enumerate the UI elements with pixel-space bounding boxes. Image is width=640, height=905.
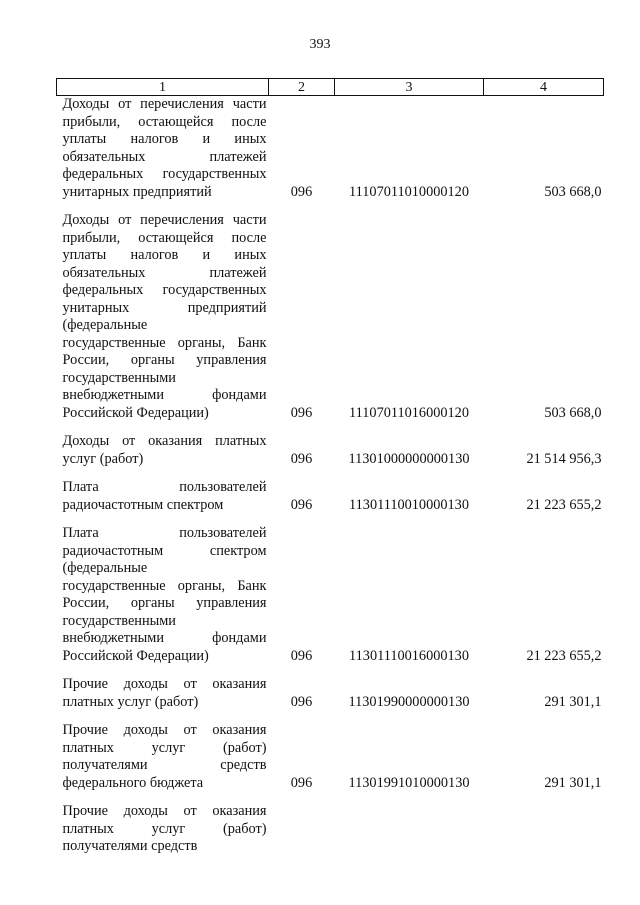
amount-value: 21 223 655,2	[526, 647, 602, 664]
revenue-description	[57, 803, 269, 856]
revenue-description	[57, 433, 269, 468]
table-header-row	[57, 79, 604, 96]
header-col-1: 1	[57, 79, 269, 96]
description-line: уплаты налогов и иных	[62, 247, 267, 263]
description-line: уплаты налогов и иных	[62, 131, 267, 147]
admin-code: 096	[290, 450, 313, 467]
row-spacer	[57, 665, 604, 676]
description-line: внебюджетными фондами	[62, 387, 267, 403]
amount-value: 21 514 956,3	[526, 450, 602, 467]
description-line: (федеральные	[62, 560, 148, 576]
table-row	[57, 803, 604, 856]
revenue-description	[57, 96, 269, 202]
description-line: Прочие доходы от оказания	[62, 722, 267, 738]
description-line: услуг (работ)	[62, 450, 144, 467]
table-row	[57, 676, 604, 711]
revenue-description	[57, 212, 269, 422]
row-spacer	[57, 201, 604, 212]
row-spacer-cell	[57, 468, 604, 479]
description-line: Прочие доходы от оказания	[62, 803, 267, 819]
admin-code: 096	[290, 183, 313, 200]
table-row	[57, 212, 604, 422]
description-line: России, органы управления	[62, 352, 267, 368]
table-body	[57, 96, 604, 856]
admin-code: 096	[290, 404, 313, 421]
description-line: федерального бюджета	[62, 774, 204, 791]
budget-classification-code: 11301110016000130	[349, 647, 469, 664]
row-spacer	[57, 514, 604, 525]
budget-classification-code: 11107011016000120	[349, 404, 469, 421]
description-line: платных услуг (работ)	[62, 820, 267, 837]
row-spacer-cell	[57, 514, 604, 525]
admin-code: 096	[290, 774, 313, 791]
row-spacer	[57, 711, 604, 722]
description-line: Плата пользователей	[62, 525, 267, 541]
header-col-4: 4	[484, 79, 604, 96]
amount-value: 21 223 655,2	[526, 496, 602, 513]
revenue-description	[57, 479, 269, 514]
budget-classification-code: 11107011010000120	[349, 183, 469, 200]
table-row	[57, 479, 604, 514]
row-spacer	[57, 468, 604, 479]
description-line: федеральных государственных	[62, 166, 267, 182]
table-row	[57, 433, 604, 468]
amount-value: 503 668,0	[544, 183, 602, 200]
description-line: государственные органы, Банк	[62, 577, 267, 594]
admin-code: 096	[290, 647, 313, 664]
table-row	[57, 722, 604, 792]
admin-code: 096	[290, 496, 313, 513]
revenue-description	[57, 525, 269, 665]
description-line: унитарных предприятий	[62, 183, 212, 200]
admin-code: 096	[290, 693, 313, 710]
description-line: платных услуг (работ)	[62, 739, 267, 756]
description-line: Прочие доходы от оказания	[62, 676, 267, 692]
description-line: Российской Федерации)	[62, 647, 209, 664]
amount-value: 291 301,1	[544, 774, 602, 791]
admin-code	[269, 803, 335, 856]
description-line: государственными	[62, 369, 176, 386]
description-line: государственными	[62, 612, 176, 629]
description-line: (федеральные	[62, 317, 148, 333]
row-spacer-cell	[57, 201, 604, 212]
description-line: Доходы от перечисления части	[62, 96, 267, 112]
description-line: унитарных предприятий	[62, 299, 267, 316]
description-line: государственные органы, Банк	[62, 334, 267, 351]
amount-value: 291 301,1	[544, 693, 602, 710]
revenue-table	[56, 78, 604, 856]
row-spacer	[57, 422, 604, 433]
budget-classification-code: 11301990000000130	[348, 693, 470, 710]
amount-value: 503 668,0	[544, 404, 602, 421]
row-spacer-cell	[57, 422, 604, 433]
description-line: обязательных платежей	[62, 148, 267, 165]
description-line: Российской Федерации)	[62, 404, 209, 421]
header-col-3: 3	[335, 79, 484, 96]
description-line: федеральных государственных	[62, 282, 267, 298]
amount-value	[484, 803, 604, 856]
table-row	[57, 525, 604, 665]
row-spacer-cell	[57, 665, 604, 676]
description-line: радиочастотным спектром	[62, 542, 267, 559]
description-line: прибыли, остающейся после	[62, 229, 267, 246]
budget-classification-code: 11301991010000130	[348, 774, 470, 791]
revenue-description	[57, 722, 269, 792]
description-line: получателями средств	[62, 757, 267, 773]
description-line: платных услуг (работ)	[62, 693, 199, 710]
description-line: обязательных платежей	[62, 264, 267, 281]
row-spacer-cell	[57, 792, 604, 803]
description-line: получателями средств	[62, 838, 198, 854]
header-col-2: 2	[269, 79, 335, 96]
description-line: радиочастотным спектром	[62, 496, 224, 513]
description-line: России, органы управления	[62, 595, 267, 611]
revenue-description	[57, 676, 269, 711]
budget-classification-code: 11301110010000130	[349, 496, 469, 513]
budget-classification-code	[335, 803, 484, 856]
description-line: внебюджетными фондами	[62, 630, 267, 646]
page-number: 393	[309, 37, 331, 52]
budget-classification-code: 11301000000000130	[348, 450, 470, 467]
description-line: Доходы от перечисления части	[62, 212, 267, 228]
description-line: прибыли, остающейся после	[62, 113, 267, 130]
description-line: Плата пользователей	[62, 479, 267, 495]
description-line: Доходы от оказания платных	[62, 433, 267, 449]
table-row	[57, 96, 604, 202]
row-spacer-cell	[57, 711, 604, 722]
row-spacer	[57, 792, 604, 803]
